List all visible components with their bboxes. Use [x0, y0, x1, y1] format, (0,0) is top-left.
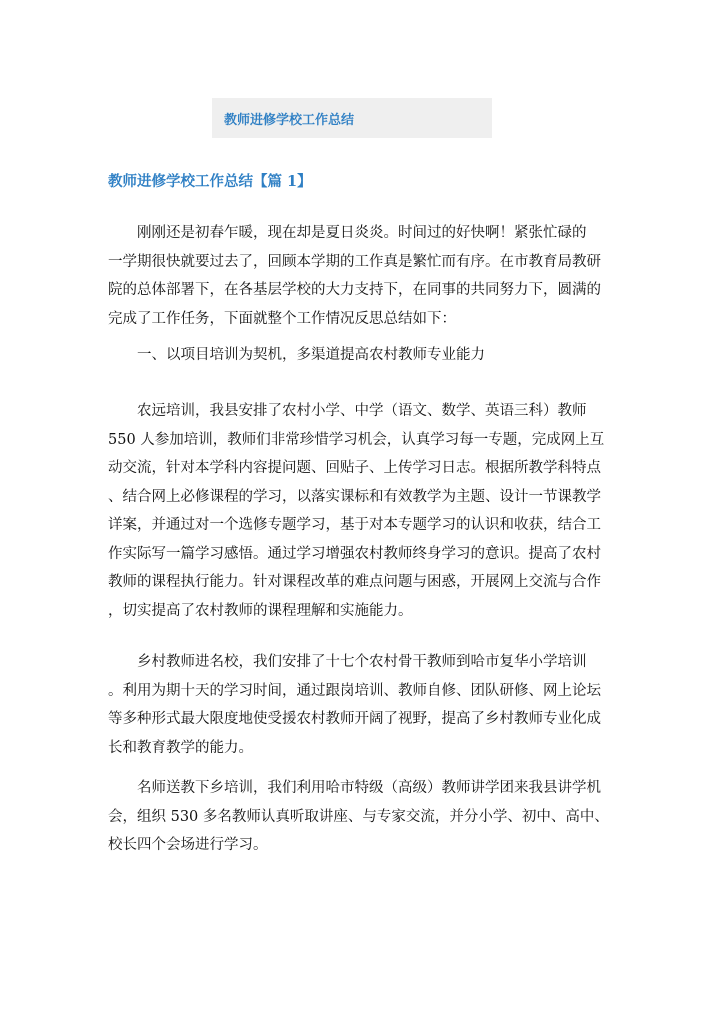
intro-paragraph: 刚刚还是初春乍暖，现在却是夏日炎炎。时间过的好快啊！紧张忙碌的 一学期很快就要过去了，回顾本学期的工作真是繁忙而有序。在市教育局教研 院的总体部署下，在各基层学校的大力支持下，在同事的共同努力下，圆满的 完成了工作任务，下面就整个工作情况反思总结如下：	[108, 225, 601, 327]
body-paragraph-rural-training: 农远培训，我县安排了农村小学、中学（语文、数学、英语三科）教师 550 人参加培训，教师们非常珍惜学习机会，认真学习每一专题，完成网上互 动交流，针对本学科内容提问题、回贴子、上传学习日志。根据所教学科特点 、结合网上必修课程的学习，以落实课标和有效教学为主题、设计一节课教学 详案，并通过对一个选修专题学习，基于对本专题学习的认识和收获，结合工 作实际写一篇学习感悟。通过学习增强农村教师终身学习的意识。提高了农村 教师的课程执行能力。针对课程改革的难点问题与困惑，开展网上交流与合作 ，切实提高了农村教师的课程理解和实施能力。	[108, 403, 605, 619]
subsection-heading: 一、以项目培训为契机，多渠道提高农村教师专业能力	[108, 347, 485, 363]
document-header-title: 教师进修学校工作总结	[224, 112, 355, 128]
document-header-box	[212, 98, 492, 138]
body-paragraph-famous-school: 乡村教师进名校，我们安排了十七个农村骨干教师到哈市复华小学培训 。利用为期十天的学习时间，通过跟岗培训、教师自修、团队研修、网上论坛 等多种形式最大限度地使受援农村教师开阔了视野，提高了乡村教师专业化成 长和教育教学的能力。	[108, 654, 601, 756]
body-paragraph-master-teachers: 名师送教下乡培训，我们利用哈市特级（高级）教师讲学团来我县讲学机 会，组织 530 多名教师认真听取讲座、与专家交流，并分小学、初中、高中、 校长四个会场进行学习。	[108, 780, 609, 853]
section-heading: 教师进修学校工作总结【篇 1】	[108, 173, 312, 190]
